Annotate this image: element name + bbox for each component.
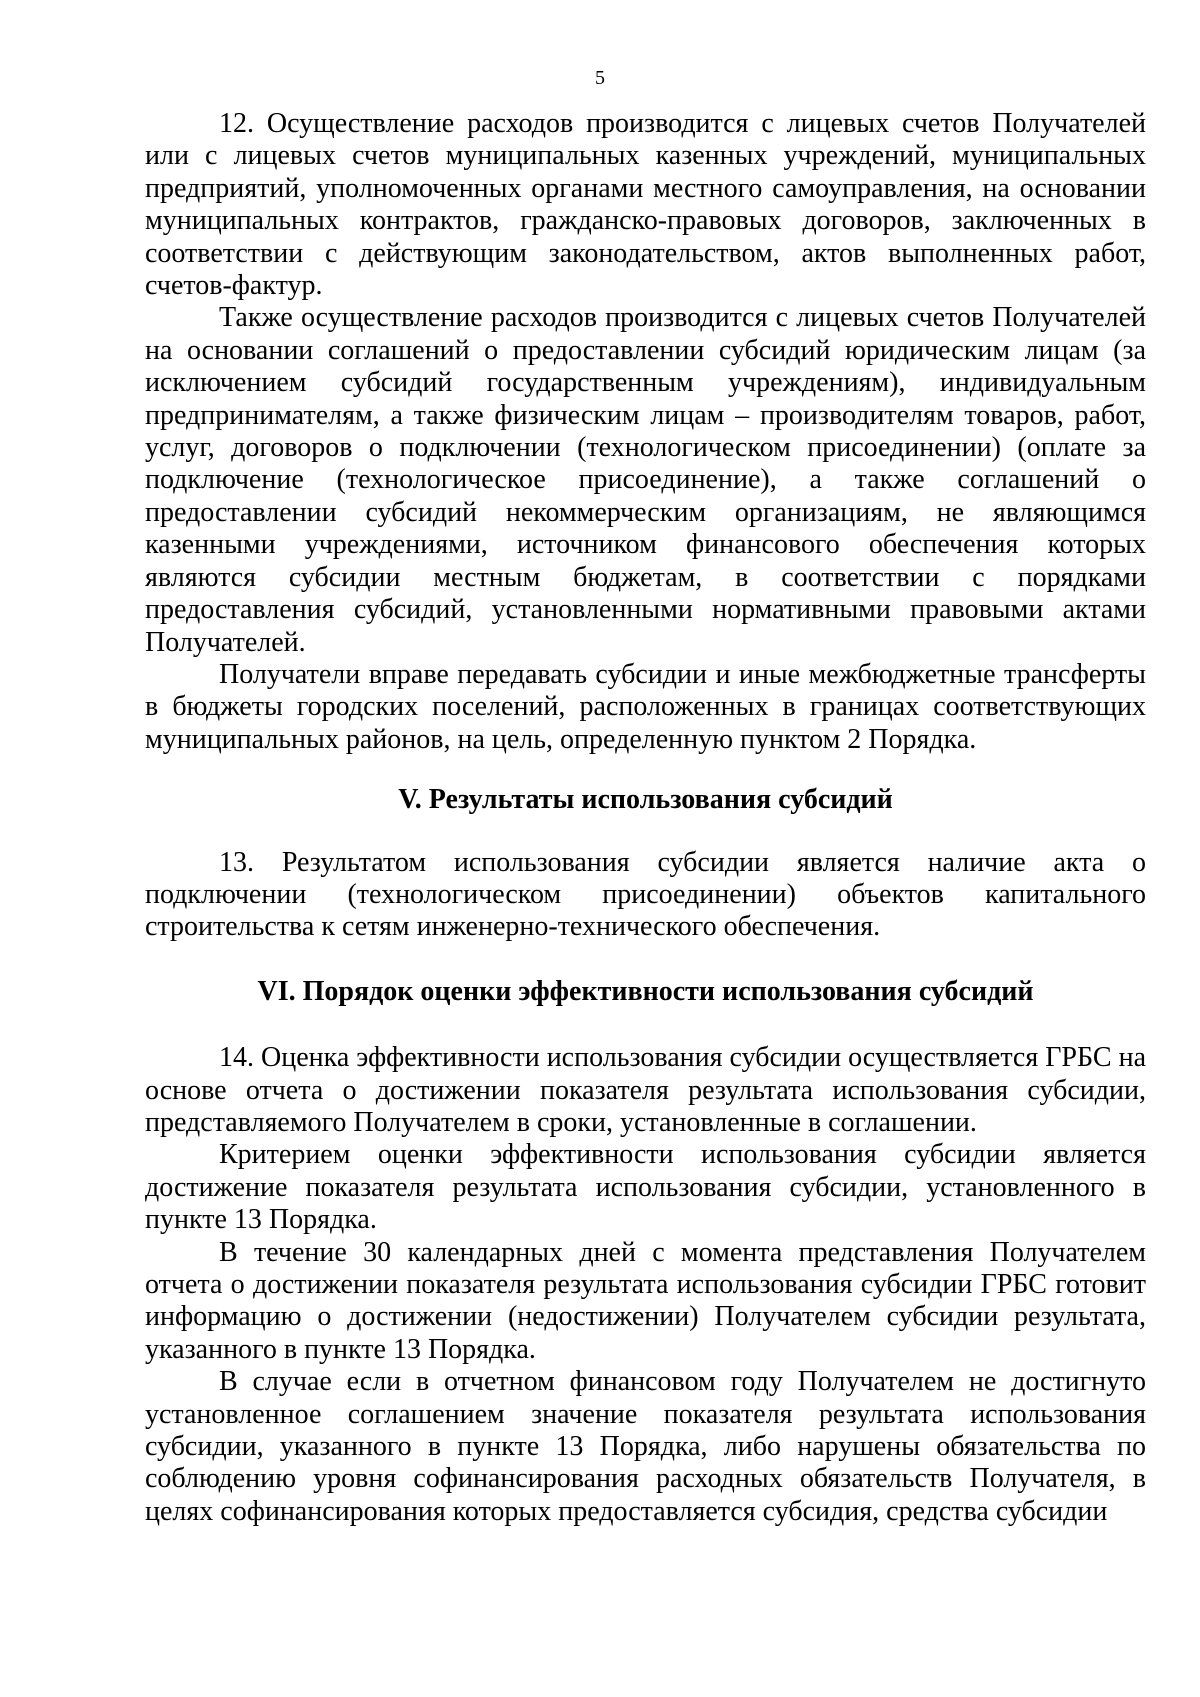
paragraph-14-case: В случае если в отчетном финансовом году Получателем не достигнуто установленное соглашением значение показателя результата использования субсидии, указанного в пункте 13 Порядка, либо нарушены обязательства по соблюдению уровня софинансирования расходных обязательств Получателя, в целях софинансирования которых предоставляется субсидия, средства субсидии	[145, 1366, 1146, 1527]
paragraph-13: 13. Результатом использования субсидии является наличие акта о подключении (технологическом присоединении) объектов капитального строительства к сетям инженерно-технического обеспечения.	[145, 846, 1146, 943]
paragraph-14-30-days: В течение 30 календарных дней с момента представления Получателем отчета о достижении показателя результата использования субсидии ГРБС готовит информацию о достижении (недостижении) Получателем субсидии результата, указанного в пункте 13 Порядка.	[145, 1236, 1146, 1365]
paragraph-14-criterion: Критерием оценки эффективности использования субсидии является достижение показателя результата использования субсидии, установленного в пункте 13 Порядка.	[145, 1139, 1146, 1236]
document-body	[145, 108, 1146, 1528]
section-vi-heading: VI. Порядок оценки эффективности использования субсидий	[257, 975, 1034, 1007]
section-v-heading: V. Результаты использования субсидий	[398, 784, 893, 816]
page-number: 5	[595, 67, 605, 89]
paragraph-12-transfer: Получатели вправе передавать субсидии и иные межбюджетные трансферты в бюджеты городских поселений, расположенных в границах соответствующих муниципальных районов, на цель, определенную пунктом 2 Порядка.	[145, 658, 1146, 755]
paragraph-12: 12. Осуществление расходов производится с лицевых счетов Получателей или с лицевых счетов муниципальных казенных учреждений, муниципальных предприятий, уполномоченных органами местного самоуправления, на основании муниципальных контрактов, гражданско-правовых договоров, заключенных в соответствии с действующим законодательством, актов выполненных работ, счетов-фактур.	[145, 108, 1146, 302]
paragraph-12-also: Также осуществление расходов производится с лицевых счетов Получателей на основании соглашений о предоставлении субсидий юридическим лицам (за исключением субсидий государственным учреждениям), индивидуальным предпринимателям, а также физическим лицам – производителям товаров, работ, услуг, договоров о подключении (технологическом присоединении) (оплате за подключение (технологическое присоединение), а также соглашений о предоставлении субсидий некоммерческим организациям, не являющимся казенными учреждениями, источником финансового обеспечения которых являются субсидии местным бюджетам, в соответствии с порядками предоставления субсидий, установленными нормативными правовыми актами Получателей.	[145, 302, 1146, 658]
paragraph-14: 14. Оценка эффективности использования субсидии осуществляется ГРБС на основе отчета о достижении показателя результата использования субсидии, представляемого Получателем в сроки, установленные в соглашении.	[145, 1042, 1146, 1138]
